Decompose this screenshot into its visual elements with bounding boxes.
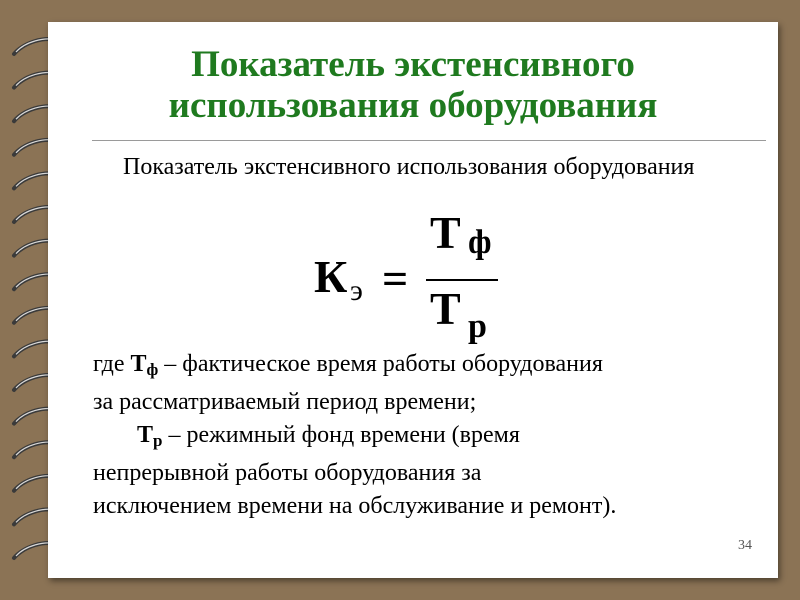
formula-fraction-bar xyxy=(426,279,498,281)
title-divider xyxy=(92,140,766,141)
slide-title xyxy=(48,44,778,126)
definition-tr-line-3: исключением времени на обслуживание и ремонт). xyxy=(93,493,617,519)
page-number: 34 xyxy=(738,538,752,553)
definition-tf-line-2: за рассматриваемый период времени; xyxy=(93,389,477,415)
tr-symbol: $Т_р$ xyxy=(137,422,163,450)
formula-denominator-symbol: Т xyxy=(430,283,461,334)
formula-lhs-symbol: К xyxy=(314,251,348,302)
title-line-2: использования оборудования xyxy=(168,85,658,126)
definition-tr-line-2: непрерывной работы оборудования за xyxy=(93,460,482,486)
tr-description-1: – режимный фонд времени (время xyxy=(162,422,520,448)
formula-numerator-subscript: ф xyxy=(468,224,492,261)
intro-text: Показатель экстенсивного использования оборудования xyxy=(123,154,695,180)
formula-denominator-subscript: р xyxy=(468,308,487,345)
formula xyxy=(300,207,530,345)
definitions xyxy=(93,348,753,523)
definition-tf-line-1 xyxy=(93,348,753,386)
tf-description-1: – фактическое время работы оборудования xyxy=(158,351,603,377)
formula-numerator-symbol: Т xyxy=(430,207,461,258)
title-line-1: Показатель экстенсивного xyxy=(191,44,635,85)
tr-subscript: р xyxy=(153,431,163,450)
tf-symbol: $Т_ф$ xyxy=(130,351,159,379)
definition-tr-line-1 xyxy=(93,419,753,457)
formula-equals: = xyxy=(382,253,409,304)
where-word: где xyxy=(93,351,125,377)
tf-subscript: ф xyxy=(146,360,159,379)
formula-lhs-subscript: э xyxy=(350,274,363,307)
